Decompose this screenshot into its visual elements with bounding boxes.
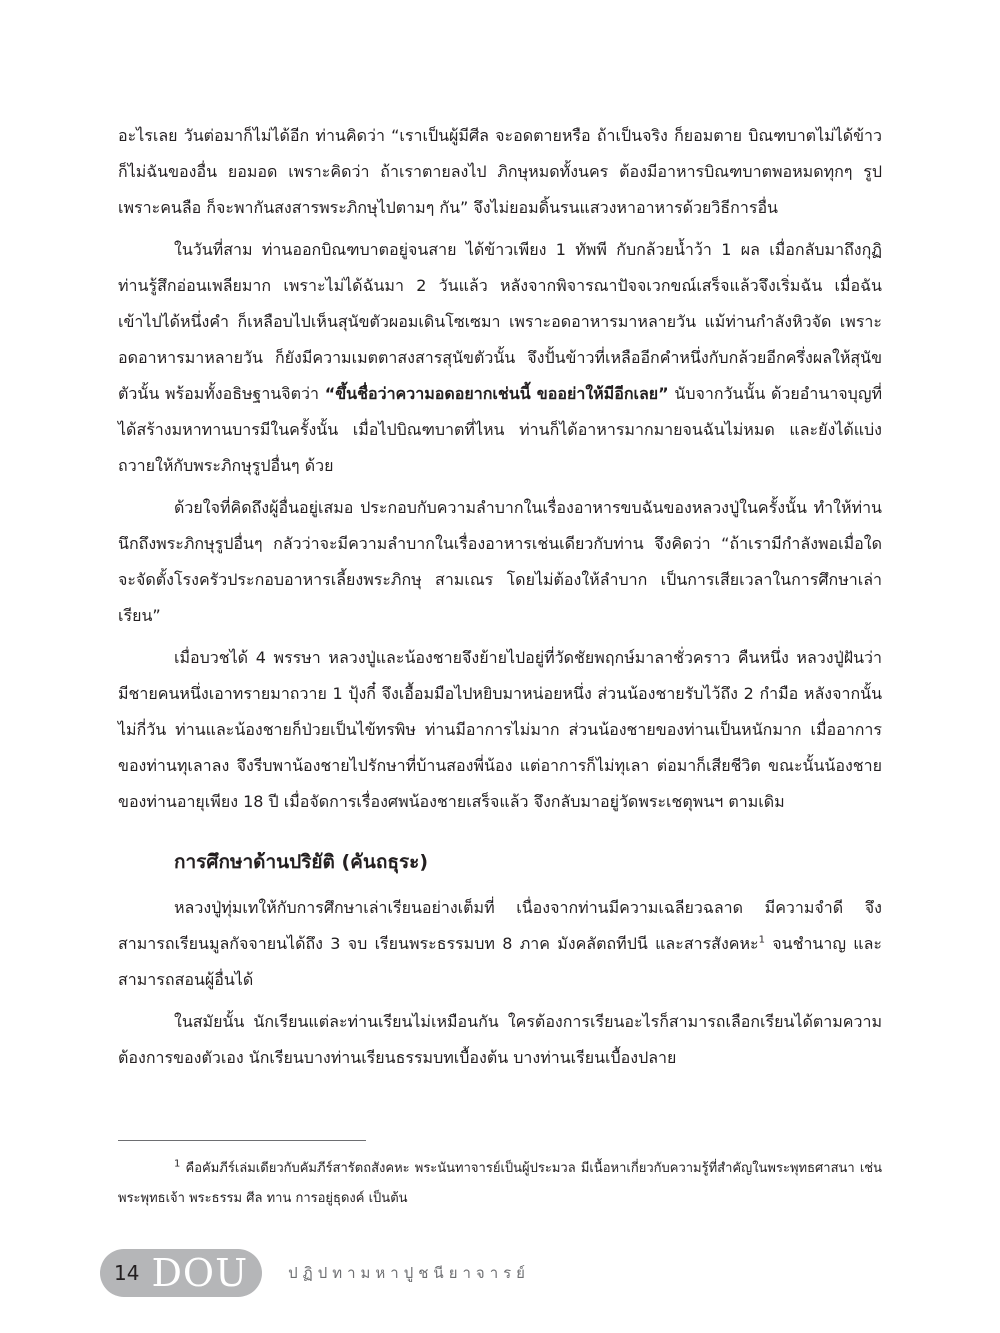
footnote-marker: 1 (174, 1158, 181, 1170)
course-title: ปฏิปทามหาปูชนียาจารย์ (288, 1264, 530, 1282)
paragraph-5-text-after: จนชำนาญ และสามารถสอนผู้อื่นได้ (118, 934, 882, 989)
page-footer (100, 1248, 530, 1298)
paragraph-2 (118, 232, 882, 484)
paragraph-5-text-before: หลวงปู่ทุ่มเทให้กับการศึกษาเล่าเรียนอย่างเต็มที่ เนื่องจากท่านมีความเฉลียวฉลาด มีความจำดี จึงสามารถเรียนมูลกัจจายนได้ถึง 3 จบ เรียนพระธรรมบท 8 ภาค มังคลัตถทีปนี และสารสังคหะ (118, 898, 882, 953)
page-badge (100, 1249, 262, 1297)
footnote-text: คือคัมภีร์เล่มเดียวกับคัมภีร์สารัตถสังคหะ พระนันทาจารย์เป็นผู้ประมวล มีเนื้อหาเกี่ยวกับความรู้ที่สำคัญในพระพุทธศาสนา เช่น พระพุทธเจ้า พระธรรม ศีล ทาน การอยู่ธุดงค์ เป็นต้น (118, 1161, 882, 1206)
section-heading: การศึกษาด้านปริยัติ (คันถธุระ) (174, 851, 429, 873)
paragraph-3: ด้วยใจที่คิดถึงผู้อื่นอยู่เสมอ ประกอบกับความลำบากในเรื่องอาหารขบฉันของหลวงปู่ในครั้งนั้น ทำให้ท่านนึกถึงพระภิกษุรูปอื่นๆ กลัวว่าจะมีความลำบากในเรื่องอาหารเช่นเดียวกับท่าน จึงคิดว่า “ถ้าเรามีกำลังพอเมื่อใด จะจัดตั้งโรงครัวประกอบอาหารเลี้ยงพระภิกษุ สามเณร โดยไม่ต้องให้ลำบาก เป็นการเสียเวลาในการศึกษาเล่าเรียน” (118, 498, 882, 625)
footnote-divider (118, 1140, 366, 1141)
footnote (118, 1154, 882, 1214)
paragraph-1: อะไรเลย วันต่อมาก็ไม่ได้อีก ท่านคิดว่า “เราเป็นผู้มีศีล จะอดตายหรือ ถ้าเป็นจริง ก็ยอมตาย บิณฑบาตไม่ได้ข้าว ก็ไม่ฉันของอื่น ยอมอด เพราะคิดว่า ถ้าเราตายลงไป ภิกษุหมดทั้งนคร ต้องมีอาหารบิณฑบาตพอหมดทุกๆ รูป เพราะคนลือ ก็จะพากันสงสารพระภิกษุไปตามๆ กัน” จึงไม่ยอมดิ้นรนแสวงหาอาหารด้วยวิธีการอื่น (118, 126, 883, 217)
paragraph-2-bold-quote: “ขึ้นชื่อว่าความอดอยากเช่นนี้ ขออย่าให้มีอีกเลย” (324, 384, 669, 403)
paragraph-4: เมื่อบวชได้ 4 พรรษา หลวงปู่และน้องชายจึงย้ายไปอยู่ที่วัดชัยพฤกษ์มาลาชั่วคราว คืนหนึ่ง หลวงปู่ฝันว่า มีชายคนหนึ่งเอาทรายมาถวาย 1 ปุ้งกี๋ จึงเอื้อมมือไปหยิบมาหน่อยหนึ่ง ส่วนน้องชายรับไว้ถึง 2 กำมือ หลังจากนั้นไม่กี่วัน ท่านและน้องชายก็ป่วยเป็นไข้ทรพิษ ท่านมีอาการไม่มาก ส่วนน้องชายของท่านเป็นหนักมาก เมื่ออาการของท่านทุเลาลง จึงรีบพาน้องชายไปรักษาที่บ้านสองพี่น้อง แต่อาการก็ไม่ทุเลา ต่อมาก็เสียชีวิต ขณะนั้นน้องชายของท่านอายุเพียง 18 ปี เมื่อจัดการเรื่องศพน้องชายเสร็จแล้ว จึงกลับมาอยู่วัดพระเชตุพนฯ ตามเดิม (118, 648, 882, 811)
footnote-reference[interactable]: 1 (758, 934, 765, 946)
paragraph-2-text-before: ในวันที่สาม ท่านออกบิณฑบาตอยู่จนสาย ได้ข้าวเพียง 1 ทัพพี กับกล้วยน้ำว้า 1 ผล เมื่อกลับมาถึงกุฏิ ท่านรู้สึกอ่อนเพลียมาก เพราะไม่ได้ฉันมา 2 วันแล้ว หลังจากพิจารณาปัจจเวกขณ์เสร็จแล้วจึงเริ่มฉัน เมื่อฉันเข้าไปได้หนึ่งคำ ก็เหลือบไปเห็นสุนัขตัวผอมเดินโซเซมา เพราะอดอาหารมาหลายวัน แม้ท่านกำลังหิวจัด เพราะอดอาหารมาหลายวัน ก็ยังมีความเมตตาสงสารสุนัขตัวนั้น จึงปั้นข้าวที่เหลืออีกคำหนึ่งกับกล้วยอีกครึ่งผลให้สุนัขตัวนั้น พร้อมทั้งอธิษฐานจิตว่า (118, 240, 882, 403)
paragraph-2-text-after: นับจากวันนั้น ด้วยอำนาจบุญที่ได้สร้างมหาทานบารมีในครั้งนั้น เมื่อไปบิณฑบาตที่ไหน ท่านก็ได้อาหารมากมายจนฉันไม่หมด และยังได้แบ่งถวายให้กับพระภิกษุรูปอื่นๆ ด้วย (118, 384, 883, 475)
dou-logo: DOU (151, 1251, 249, 1295)
paragraph-6: ในสมัยนั้น นักเรียนแต่ละท่านเรียนไม่เหมือนกัน ใครต้องการเรียนอะไรก็สามารถเลือกเรียนได้ตามความต้องการของตัวเอง นักเรียนบางท่านเรียนธรรมบทเบื้องต้น บางท่านเรียนเบื้องปลาย (118, 1012, 882, 1067)
paragraph-5 (118, 890, 882, 998)
page-number: 14 (114, 1261, 140, 1285)
body-text (118, 118, 882, 1076)
